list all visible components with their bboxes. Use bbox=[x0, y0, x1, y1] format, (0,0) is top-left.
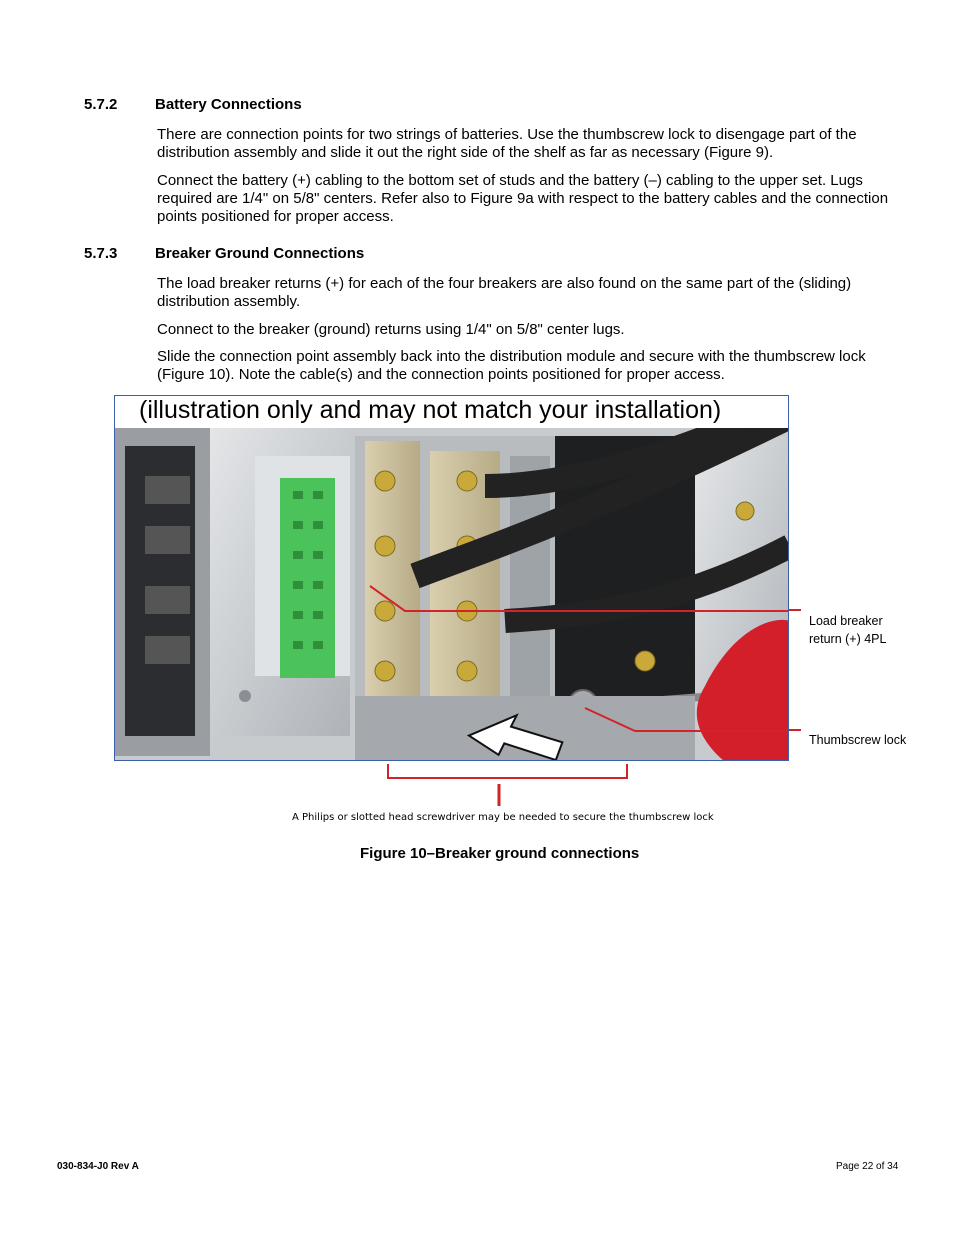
figure-note: A Philips or slotted head screwdriver may be needed to secure the thumbscrew lock bbox=[292, 812, 714, 823]
section-title: Battery Connections bbox=[155, 96, 302, 113]
paragraph: Connect to the breaker (ground) returns using 1/4" on 5/8" center lugs. bbox=[157, 321, 625, 338]
section-title: Breaker Ground Connections bbox=[155, 245, 365, 262]
section-number: 5.7.2 bbox=[84, 96, 118, 113]
callout-leaders bbox=[789, 600, 809, 740]
paragraph: Connect the battery (+) cabling to the bottom set of studs and the battery (–) cabling to the upper set. Lugs required are 1/4" on 5/8" centers. Refer also to Figure 9a with respect to the battery cables and the connection points positioned for proper access. bbox=[157, 172, 889, 225]
paragraph: Slide the connection point assembly back into the distribution module and secure with the thumbscrew lock (Figure 10). Note the cable(s) and the connection points positioned for proper access. bbox=[157, 348, 866, 383]
figure-banner: (illustration only and may not match your installation) bbox=[139, 396, 722, 424]
figure-caption: Figure 10–Breaker ground connections bbox=[360, 845, 640, 862]
footer-doc-id: 030-834-J0 Rev A bbox=[57, 1161, 139, 1172]
footer-page-number: Page 22 of 34 bbox=[836, 1161, 899, 1172]
section-heading-5-7-3 bbox=[84, 245, 484, 263]
photo-illustration bbox=[115, 396, 789, 761]
paragraph: The load breaker returns (+) for each of the four breakers are also found on the same part of the (sliding) distribution assembly. bbox=[157, 275, 852, 310]
note-bracket bbox=[385, 764, 630, 809]
paragraph: There are connection points for two strings of batteries. Use the thumbscrew lock to disengage part of the distribution assembly and slide it out the right side of the shelf as far as necessary (Figure 9). bbox=[157, 126, 857, 161]
figure-photo bbox=[114, 395, 789, 761]
callout-thumbscrew: Thumbscrew lock bbox=[809, 733, 907, 747]
section-number: 5.7.3 bbox=[84, 245, 118, 262]
section-heading-5-7-2 bbox=[84, 96, 484, 114]
callout-load-breaker: Load breaker return (+) 4PL bbox=[809, 614, 887, 646]
